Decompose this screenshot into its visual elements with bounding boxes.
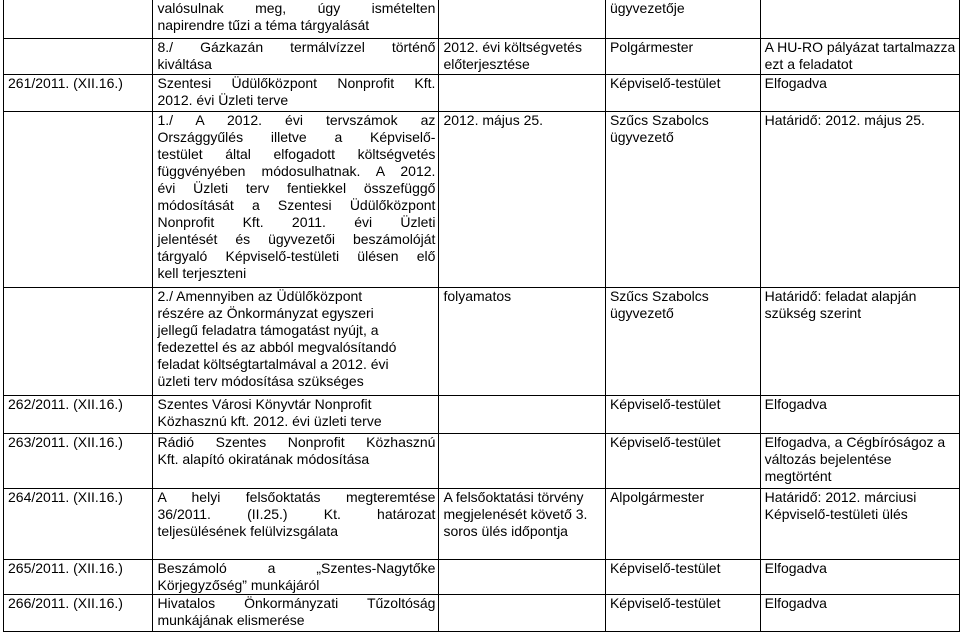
table-row	[4, 112, 960, 288]
note-cell: Elfogadva	[760, 595, 959, 632]
table-row	[4, 434, 960, 489]
subject-cell: Rádió Szentes Nonprofit Közhasznú Kft. alapító okiratának módosítása	[153, 434, 439, 489]
deadline-cell: folyamatos	[439, 288, 606, 396]
note-cell: Határidő: feladat alapján szükség szerint	[760, 288, 959, 396]
note-cell: Elfogadva	[760, 560, 959, 595]
deadline-cell	[439, 595, 606, 632]
resolution-number-cell: 261/2011. (XII.16.)	[4, 75, 153, 112]
table-row	[4, 489, 960, 560]
note-cell: Elfogadva	[760, 75, 959, 112]
subject-cell: A helyi felsőoktatás megteremtése 36/2011. (II.25.) Kt. határozat teljesülésének felülvizsgálata	[153, 489, 439, 560]
table-row	[4, 595, 960, 632]
table-row	[4, 560, 960, 595]
resolution-number-cell: 262/2011. (XII.16.)	[4, 396, 153, 434]
table-row	[4, 0, 960, 39]
deadline-cell	[439, 396, 606, 434]
responsible-cell: Képviselő-testület	[605, 434, 760, 489]
responsible-cell: Polgármester	[605, 39, 760, 75]
subject-cell: Szentesi Üdülőközpont Nonprofit Kft. 2012. évi Üzleti terve	[153, 75, 439, 112]
subject-cell: Szentes Városi Könyvtár Nonprofit Közhasznú kft. 2012. évi üzleti terve	[153, 396, 439, 434]
responsible-cell: Képviselő-testület	[605, 396, 760, 434]
subject-cell: 2./ Amennyiben az Üdülőközpont részére az Önkormányzat egyszeri jellegű feladatra támogatást nyújt, a fedezettel és az abból megvalósítandó feladat költségtartalmával a 2012. évi üzleti terv módosítása szükséges	[153, 288, 439, 396]
table-row	[4, 39, 960, 75]
responsible-cell: ügyvezetője	[605, 0, 760, 39]
subject-cell: Hivatalos Önkormányzati Tűzoltóság munkájának elismerése	[153, 595, 439, 632]
deadline-cell	[439, 0, 606, 39]
subject-cell: Beszámoló a „Szentes-Nagytőke Körjegyzőség” munkájáról	[153, 560, 439, 595]
deadline-cell	[439, 560, 606, 595]
responsible-cell: Képviselő-testület	[605, 560, 760, 595]
table-row	[4, 288, 960, 396]
responsible-cell: Képviselő-testület	[605, 75, 760, 112]
resolution-number-cell: 266/2011. (XII.16.)	[4, 595, 153, 632]
deadline-cell: 2012. évi költségvetés előterjesztése	[439, 39, 606, 75]
responsible-cell: Szűcs Szabolcs ügyvezető	[605, 288, 760, 396]
responsible-cell: Alpolgármester	[605, 489, 760, 560]
deadline-cell	[439, 434, 606, 489]
deadline-cell	[439, 75, 606, 112]
note-cell: Határidő: 2012. márciusi Képviselő-testületi ülés	[760, 489, 959, 560]
responsible-cell: Szűcs Szabolcs ügyvezető	[605, 112, 760, 288]
note-cell: Elfogadva	[760, 396, 959, 434]
resolution-number-cell	[4, 112, 153, 288]
subject-cell: valósulnak meg, úgy ismételten napirendre tűzi a téma tárgyalását	[153, 0, 439, 39]
table-row	[4, 75, 960, 112]
note-cell: Elfogadva, a Cégbíróságoz a változás bejelentése megtörtént	[760, 434, 959, 489]
responsible-cell: Képviselő-testület	[605, 595, 760, 632]
resolution-number-cell	[4, 0, 153, 39]
deadline-cell: 2012. május 25.	[439, 112, 606, 288]
resolution-number-cell: 265/2011. (XII.16.)	[4, 560, 153, 595]
subject-cell: 8./ Gázkazán termálvízzel történő kiváltása	[153, 39, 439, 75]
resolution-number-cell: 263/2011. (XII.16.)	[4, 434, 153, 489]
resolution-number-cell	[4, 288, 153, 396]
note-cell: Határidő: 2012. május 25.	[760, 112, 959, 288]
table-row	[4, 396, 960, 434]
note-cell: A HU-RO pályázat tartalmazza ezt a feladatot	[760, 39, 959, 75]
note-cell	[760, 0, 959, 39]
subject-cell: 1./ A 2012. évi tervszámok az Országgyűlés illetve a Képviselő- testület által elfogadott költségvetés függvényében módosulhatnak. A 2012. évi Üzleti terv fentiekkel összefüggő módosítását a Szentesi Üdülőközpont Nonprofit Kft. 2011. évi Üzleti jelentését és ügyvezetői beszámolóját tárgyaló Képviselő-testületi ülésen elő kell terjeszteni	[153, 112, 439, 288]
resolution-number-cell	[4, 39, 153, 75]
resolutions-table	[3, 0, 960, 632]
deadline-cell: A felsőoktatási törvény megjelenését követő 3. soros ülés időpontja	[439, 489, 606, 560]
resolution-number-cell: 264/2011. (XII.16.)	[4, 489, 153, 560]
